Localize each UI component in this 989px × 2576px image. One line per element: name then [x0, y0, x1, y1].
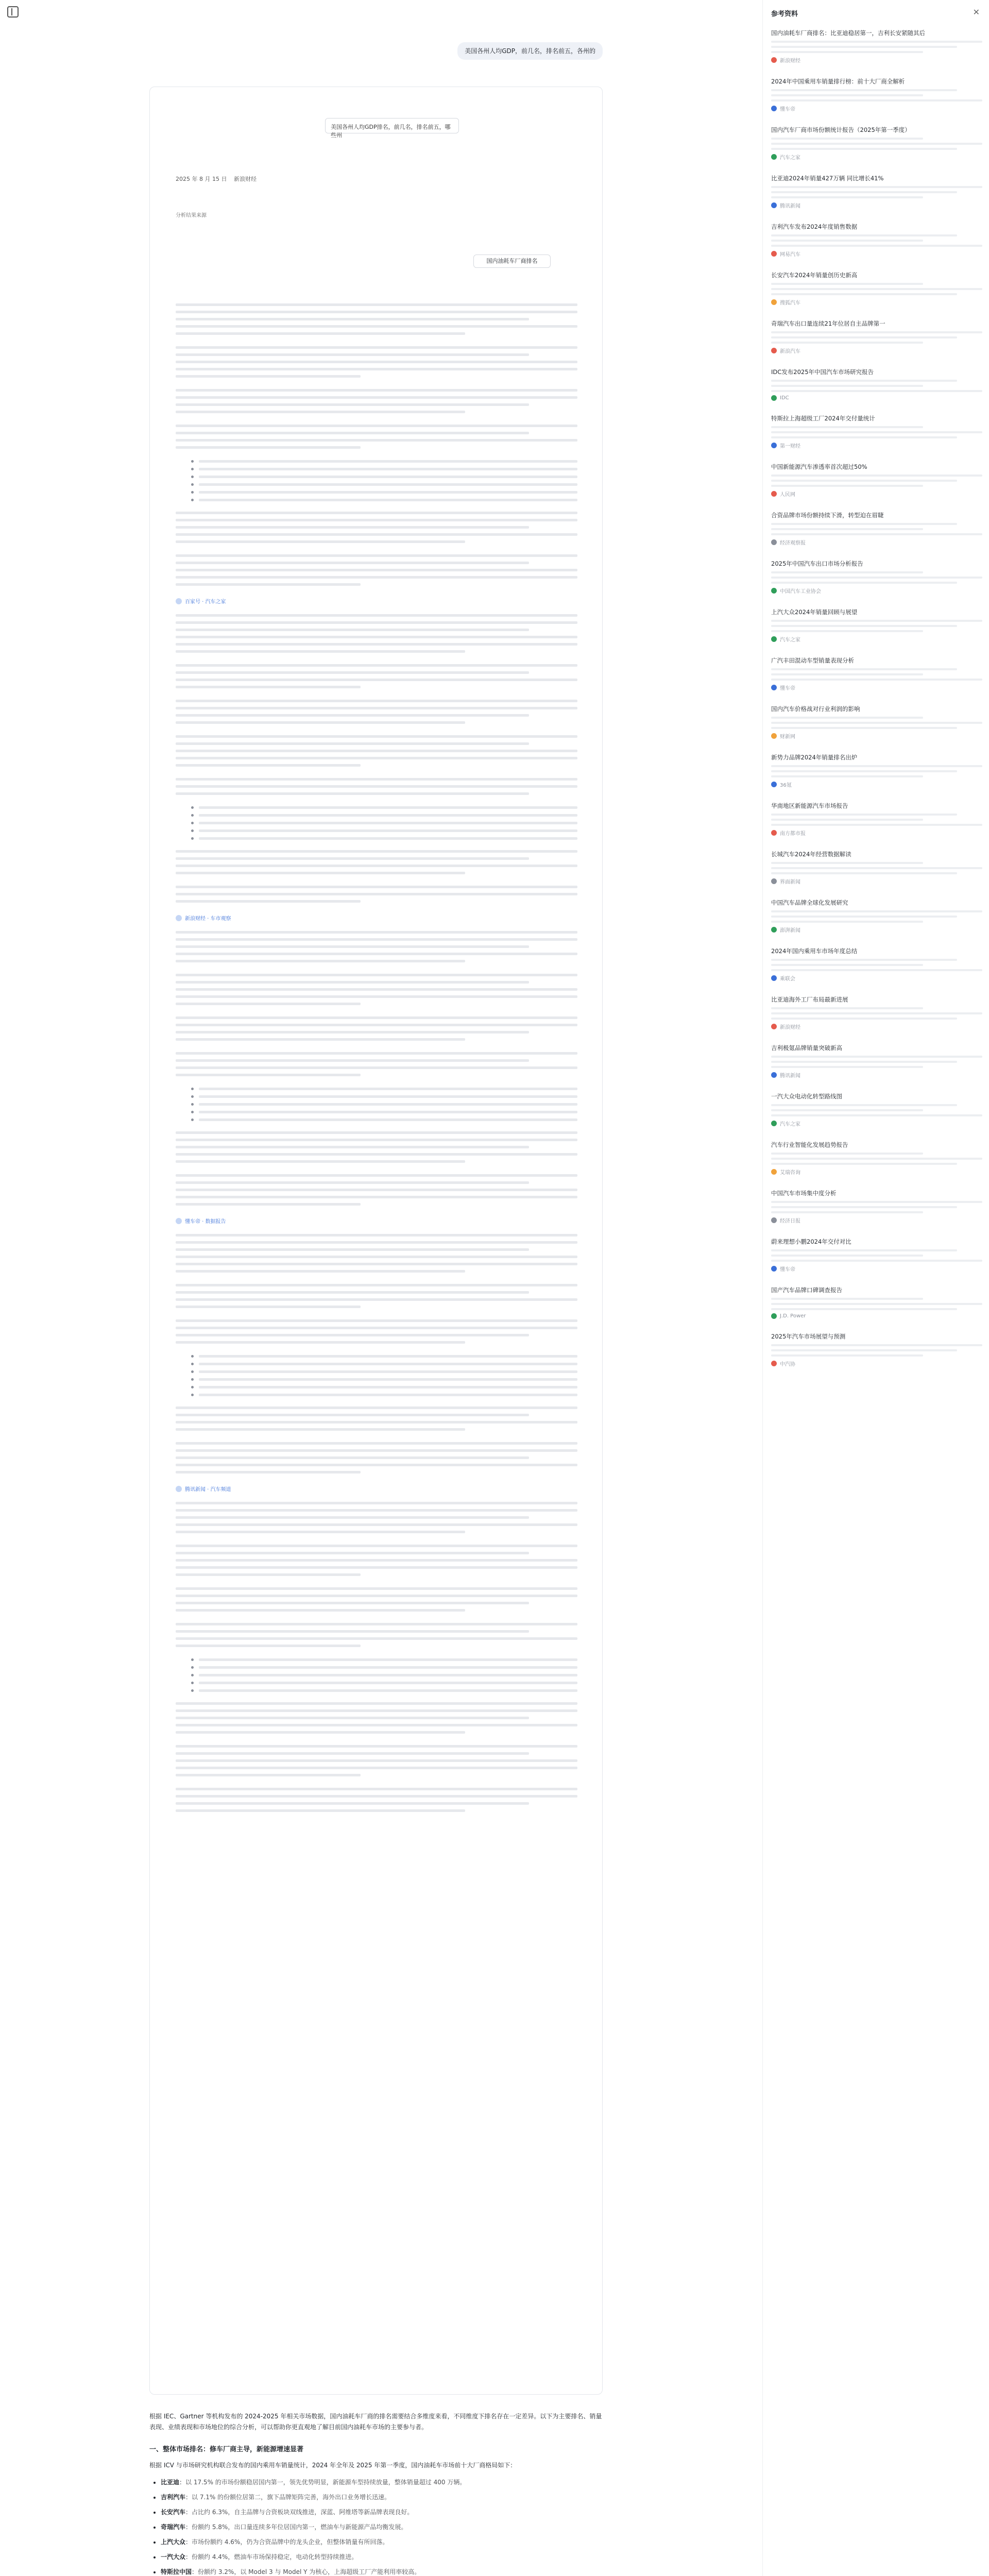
reference-item[interactable]: [771, 29, 982, 64]
source-favicon-icon: [771, 348, 777, 353]
reference-title[interactable]: 一汽大众电动化转型路线图: [771, 1093, 842, 1100]
reference-source: 汽车之家: [771, 635, 982, 643]
reference-source: 财新网: [771, 732, 982, 740]
source-favicon-icon: [771, 539, 777, 545]
reference-title[interactable]: 上汽大众2024年销量回顾与展望: [771, 608, 858, 616]
reference-source: 艾瑞咨询: [771, 1168, 982, 1176]
section-heading: 一、整体市场排名：修车厂商主导，新能源增速显著: [149, 2446, 304, 2453]
reference-item[interactable]: [771, 463, 982, 498]
reference-title[interactable]: 特斯拉上海超级工厂2024年交付量统计: [771, 415, 875, 422]
item-text: 份额约 5.8%，出口量连续多年位居国内第一，燃油车与新能源产品均衡发展。: [192, 2523, 407, 2531]
item-text: 份额约 3.2%，以 Model 3 与 Model Y 为核心，上海超级工厂产能利用率较高。: [198, 2568, 421, 2575]
reference-item[interactable]: [771, 1332, 982, 1367]
source-favicon-icon: [771, 299, 777, 305]
item-name: 奇瑞汽车: [161, 2523, 186, 2531]
item-text: 份额约 4.4%，燃油车市场保持稳定，电动化转型持续推进。: [192, 2553, 358, 2561]
reference-item[interactable]: [771, 656, 982, 691]
source-favicon-icon: [771, 830, 777, 836]
reference-item[interactable]: [771, 705, 982, 740]
source-favicon-icon: [771, 1169, 777, 1175]
item-name: 一汽大众: [161, 2553, 186, 2561]
reference-item[interactable]: [771, 1189, 982, 1224]
reference-source: 第一财经: [771, 442, 982, 449]
reference-item[interactable]: [771, 1092, 982, 1127]
reference-title[interactable]: 广汽丰田混动车型销量表现分析: [771, 657, 854, 664]
source-favicon-icon: [771, 491, 777, 497]
reference-item[interactable]: [771, 511, 982, 546]
reference-item[interactable]: [771, 899, 982, 934]
source-favicon-icon: [176, 915, 182, 921]
item-text: 市场份额约 4.6%，仍为合资品牌中的龙头企业，但整体销量有所回落。: [192, 2538, 389, 2546]
item-name: 比亚迪: [161, 2479, 180, 2486]
source-favicon-icon: [771, 154, 777, 160]
reference-item[interactable]: [771, 1141, 982, 1176]
reference-item[interactable]: [771, 802, 982, 837]
source-favicon-icon: [771, 685, 777, 690]
document-source-tag[interactable]: 新浪财经 · 车市观察: [176, 914, 577, 922]
item-text: 以 17.5% 的市场份额稳居国内第一，领先优势明显，新能源车型持续放量，整体销量超过 400 万辆。: [185, 2479, 466, 2486]
document-source-tag[interactable]: 百家号 · 汽车之家: [176, 597, 577, 605]
reference-title[interactable]: 蔚来理想小鹏2024年交付对比: [771, 1238, 851, 1245]
source-favicon-icon: [771, 1072, 777, 1078]
reference-item[interactable]: [771, 753, 982, 788]
document-header: [150, 87, 602, 218]
document-list: [191, 806, 577, 840]
reference-title[interactable]: 合资品牌市场份额持续下滑，转型迫在眉睫: [771, 512, 884, 519]
reference-item[interactable]: [771, 126, 982, 161]
source-favicon-icon: [771, 1361, 777, 1366]
reference-title[interactable]: 奇瑞汽车出口量连续21年位居自主品牌第一: [771, 320, 885, 327]
item-text: 以 7.1% 的份额位居第二，旗下品牌矩阵完善，海外出口业务增长迅速。: [192, 2494, 391, 2501]
reference-item[interactable]: [771, 223, 982, 258]
reference-source: 人民网: [771, 490, 982, 498]
reference-title[interactable]: 吉利极氪品牌销量突破新高: [771, 1044, 842, 1052]
reference-source: 腾讯新闻: [771, 201, 982, 209]
reference-title[interactable]: 国内汽车厂商市场份额统计报告（2025年第一季度）: [771, 126, 911, 133]
reference-title[interactable]: 2025年汽车市场展望与预测: [771, 1333, 846, 1340]
reference-title[interactable]: 中国汽车品牌全球化发展研究: [771, 899, 848, 906]
reference-source: 新浪财经: [771, 56, 982, 64]
reference-item[interactable]: [771, 995, 982, 1030]
reference-item[interactable]: [771, 560, 982, 595]
reference-title[interactable]: 比亚迪2024年销量427万辆 同比增长41%: [771, 175, 884, 182]
reference-title[interactable]: 汽车行业智能化发展趋势报告: [771, 1141, 848, 1148]
reference-source: 网易汽车: [771, 250, 982, 258]
reference-title[interactable]: 国内油耗车厂商排名：比亚迪稳居第一，吉利长安紧随其后: [771, 29, 925, 37]
reference-source: 中汽协: [771, 1360, 982, 1367]
list-item: • 长安汽车：占比约 6.3%，自主品牌与合资板块双线推进，深蓝、阿维塔等新品牌表现良好。: [161, 2507, 603, 2518]
reference-source: 懂车帝: [771, 684, 982, 691]
item-text: 占比约 6.3%，自主品牌与合资板块双线推进，深蓝、阿维塔等新品牌表现良好。: [192, 2509, 414, 2516]
reference-item[interactable]: [771, 850, 982, 885]
sidebar-toggle-icon[interactable]: [7, 6, 19, 18]
reference-title[interactable]: 长安汽车2024年销量创历史新高: [771, 272, 858, 279]
document-source-tag[interactable]: 腾讯新闻 · 汽车频道: [176, 1485, 577, 1493]
reference-item[interactable]: [771, 368, 982, 401]
document-list: [191, 1355, 577, 1396]
source-favicon-icon: [771, 636, 777, 642]
document-list: [191, 460, 577, 501]
document-search-box[interactable]: 美国各州人均GDP排名，前几名，排名前五，哪些州: [325, 118, 459, 133]
item-name: 上汽大众: [161, 2538, 186, 2546]
source-favicon-icon: [771, 57, 777, 63]
source-favicon-icon: [771, 202, 777, 208]
reference-title[interactable]: 中国新能源汽车渗透率首次超过50%: [771, 463, 867, 470]
source-favicon-icon: [771, 1313, 777, 1319]
list-item: • 一汽大众：份额约 4.4%，燃油车市场保持稳定，电动化转型持续推进。: [161, 2552, 603, 2563]
reference-title[interactable]: 国产汽车品牌口碑调查报告: [771, 1286, 842, 1294]
reference-source: 经济日报: [771, 1216, 982, 1224]
reference-title[interactable]: 2024年中国乘用车销量排行榜：前十大厂商全解析: [771, 78, 905, 85]
source-favicon-icon: [176, 1218, 182, 1224]
reference-source: 界面新闻: [771, 877, 982, 885]
reference-item[interactable]: [771, 319, 982, 354]
assistant-answer: [149, 2411, 603, 2576]
source-favicon-icon: [771, 395, 777, 401]
reference-item[interactable]: [771, 77, 982, 112]
document-intro: 分析结果来源: [176, 213, 207, 218]
references-panel: [762, 0, 989, 2576]
item-name: 长安汽车: [161, 2509, 186, 2516]
list-item: • 比亚迪：以 17.5% 的市场份额稳居国内第一，领先优势明显，新能源车型持续放量，整体销量超过 400 万辆。: [161, 2477, 603, 2488]
source-favicon-icon: [771, 1121, 777, 1126]
reference-source: 南方都市报: [771, 829, 982, 837]
reference-source: 乘联会: [771, 974, 982, 982]
reference-list: [771, 29, 982, 1381]
source-favicon-icon: [771, 733, 777, 739]
section-intro: 根据 ICV 与市场研究机构联合发布的国内乘用车销量统计，2024 年全年及 2025 年第一季度，国内油耗车市场前十大厂商格局如下：: [149, 2462, 517, 2469]
reference-source: 36氪: [771, 781, 982, 788]
source-favicon-icon: [771, 782, 777, 787]
item-name: 特斯拉中国: [161, 2568, 192, 2575]
source-favicon-icon: [771, 975, 777, 981]
reference-source: 懂车帝: [771, 105, 982, 112]
source-favicon-icon: [771, 588, 777, 594]
embedded-document: [149, 87, 603, 2395]
source-favicon-icon: [771, 927, 777, 933]
reference-title[interactable]: 华南地区新能源汽车市场报告: [771, 802, 848, 809]
answer-sections: [149, 2444, 603, 2576]
answer-lead: 根据 IEC、Gartner 等机构发布的 2024-2025 年相关市场数据，国内油耗车厂商的排名需要结合多维度来看，不同维度下排名存在一定差异。以下为主要排名、销量表现、业绩表现和市场地位的综合分析，可以帮助你更直观地了解目前国内油耗车市场的主要参与者。: [149, 2413, 602, 2431]
user-message: 美国各州人均GDP，前几名，排名前五，各州的: [457, 42, 603, 60]
document-list: [191, 1658, 577, 1692]
reference-source: 汽车之家: [771, 153, 982, 161]
source-favicon-icon: [176, 598, 182, 604]
document-chip[interactable]: 国内油耗车厂商排名: [473, 255, 551, 268]
source-favicon-icon: [771, 106, 777, 111]
reference-title[interactable]: 2025年中国汽车出口市场分析报告: [771, 560, 863, 567]
reference-title[interactable]: IDC发布2025年中国汽车市场研究报告: [771, 368, 874, 376]
source-favicon-icon: [176, 1486, 182, 1492]
document-body: [176, 303, 577, 1823]
reference-title[interactable]: 2024年国内乘用车市场年度总结: [771, 947, 858, 955]
source-favicon-icon: [771, 878, 777, 884]
reference-title[interactable]: 长城汽车2024年经营数据解读: [771, 851, 851, 858]
source-favicon-icon: [771, 1217, 777, 1223]
reference-title[interactable]: 国内汽车价格战对行业利润的影响: [771, 705, 860, 713]
reference-source: IDC: [771, 395, 982, 401]
source-favicon-icon: [771, 1266, 777, 1272]
reference-item[interactable]: [771, 414, 982, 449]
reference-item[interactable]: [771, 1044, 982, 1079]
reference-source: J.D. Power: [771, 1313, 982, 1319]
document-date: 2025 年 8 月 15 日: [176, 176, 227, 182]
reference-source: 腾讯新闻: [771, 1071, 982, 1079]
list-item: • 奇瑞汽车：份额约 5.8%，出口量连续多年位居国内第一，燃油车与新能源产品均衡发展。: [161, 2522, 603, 2533]
reference-item[interactable]: [771, 271, 982, 306]
chat-column: [149, 0, 603, 2576]
document-source-tag[interactable]: 懂车帝 · 数据报告: [176, 1217, 577, 1225]
reference-source: 懂车帝: [771, 1265, 982, 1273]
reference-title[interactable]: 新势力品牌2024年销量排名出炉: [771, 754, 858, 761]
section-list: [149, 2477, 603, 2576]
reference-title[interactable]: 吉利汽车发布2024年度销售数据: [771, 223, 858, 230]
reference-item[interactable]: [771, 1238, 982, 1273]
reference-title[interactable]: 比亚迪海外工厂布局最新进展: [771, 996, 848, 1003]
reference-item[interactable]: [771, 608, 982, 643]
list-item: • 吉利汽车：以 7.1% 的份额位居第二，旗下品牌矩阵完善，海外出口业务增长迅速。: [161, 2492, 603, 2503]
list-item: • 上汽大众：市场份额约 4.6%，仍为合资品牌中的龙头企业，但整体销量有所回落。: [161, 2537, 603, 2548]
reference-item[interactable]: [771, 947, 982, 982]
reference-source: 中国汽车工业协会: [771, 587, 982, 595]
reference-item[interactable]: [771, 174, 982, 209]
close-icon[interactable]: ✕: [973, 7, 980, 17]
source-favicon-icon: [771, 1024, 777, 1029]
source-favicon-icon: [771, 443, 777, 448]
reference-source: 经济观察报: [771, 538, 982, 546]
reference-title[interactable]: 中国汽车市场集中度分析: [771, 1190, 837, 1197]
reference-source: 新浪汽车: [771, 347, 982, 354]
reference-source: 搜狐汽车: [771, 298, 982, 306]
reference-source: 新浪财经: [771, 1023, 982, 1030]
reference-source: 澎湃新闻: [771, 926, 982, 934]
reference-source: 汽车之家: [771, 1120, 982, 1127]
document-list: [191, 1088, 577, 1121]
document-meta: [176, 175, 262, 183]
document-source: 新浪财经: [233, 176, 257, 182]
list-item: • 特斯拉中国：份额约 3.2%，以 Model 3 与 Model Y 为核心，上海超级工厂产能利用率较高。: [161, 2567, 603, 2576]
source-favicon-icon: [771, 251, 777, 257]
reference-item[interactable]: [771, 1286, 982, 1319]
item-name: 吉利汽车: [161, 2494, 186, 2501]
panel-title: 参考资料: [771, 10, 798, 18]
